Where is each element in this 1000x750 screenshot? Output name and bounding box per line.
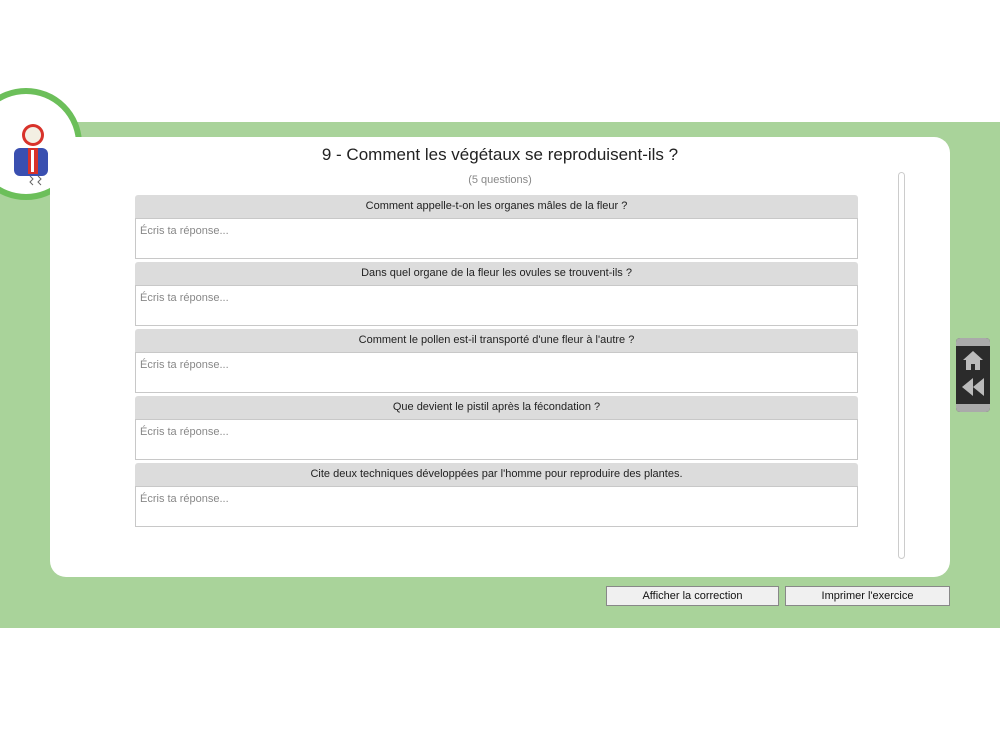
page-title: 9 - Comment les végétaux se reproduisent-ils ? [321,145,679,164]
print-exercise-button[interactable]: Imprimer l'exercice [785,586,950,606]
nav-panel [956,338,990,412]
home-icon[interactable] [961,348,985,372]
mascot-clock-backpack-icon [8,122,52,190]
answer-input[interactable] [135,486,858,527]
question-label: Comment le pollen est-il transporté d'une fleur à l'autre ? [135,329,858,352]
question-label: Dans quel organe de la fleur les ovules se trouvent-ils ? [135,262,858,285]
show-correction-button[interactable]: Afficher la correction [606,586,779,606]
question-label: Comment appelle-t-on les organes mâles de la fleur ? [135,195,858,218]
exercise-panel [50,137,950,577]
nav-top-bar [956,338,990,346]
question-label: Que devient le pistil après la fécondation ? [135,396,858,419]
nav-bottom-bar [956,404,990,412]
question-label: Cite deux techniques développées par l'homme pour reproduire des plantes. [135,463,858,486]
question-count: (5 questions) [468,174,532,186]
answer-input[interactable] [135,218,858,259]
question-block [135,463,858,527]
question-block [135,329,858,393]
question-block [135,396,858,460]
rewind-icon[interactable] [961,376,985,398]
scrollbar[interactable] [898,172,905,559]
question-block [135,195,858,259]
answer-input[interactable] [135,419,858,460]
question-block [135,262,858,326]
answer-input[interactable] [135,285,858,326]
answer-input[interactable] [135,352,858,393]
